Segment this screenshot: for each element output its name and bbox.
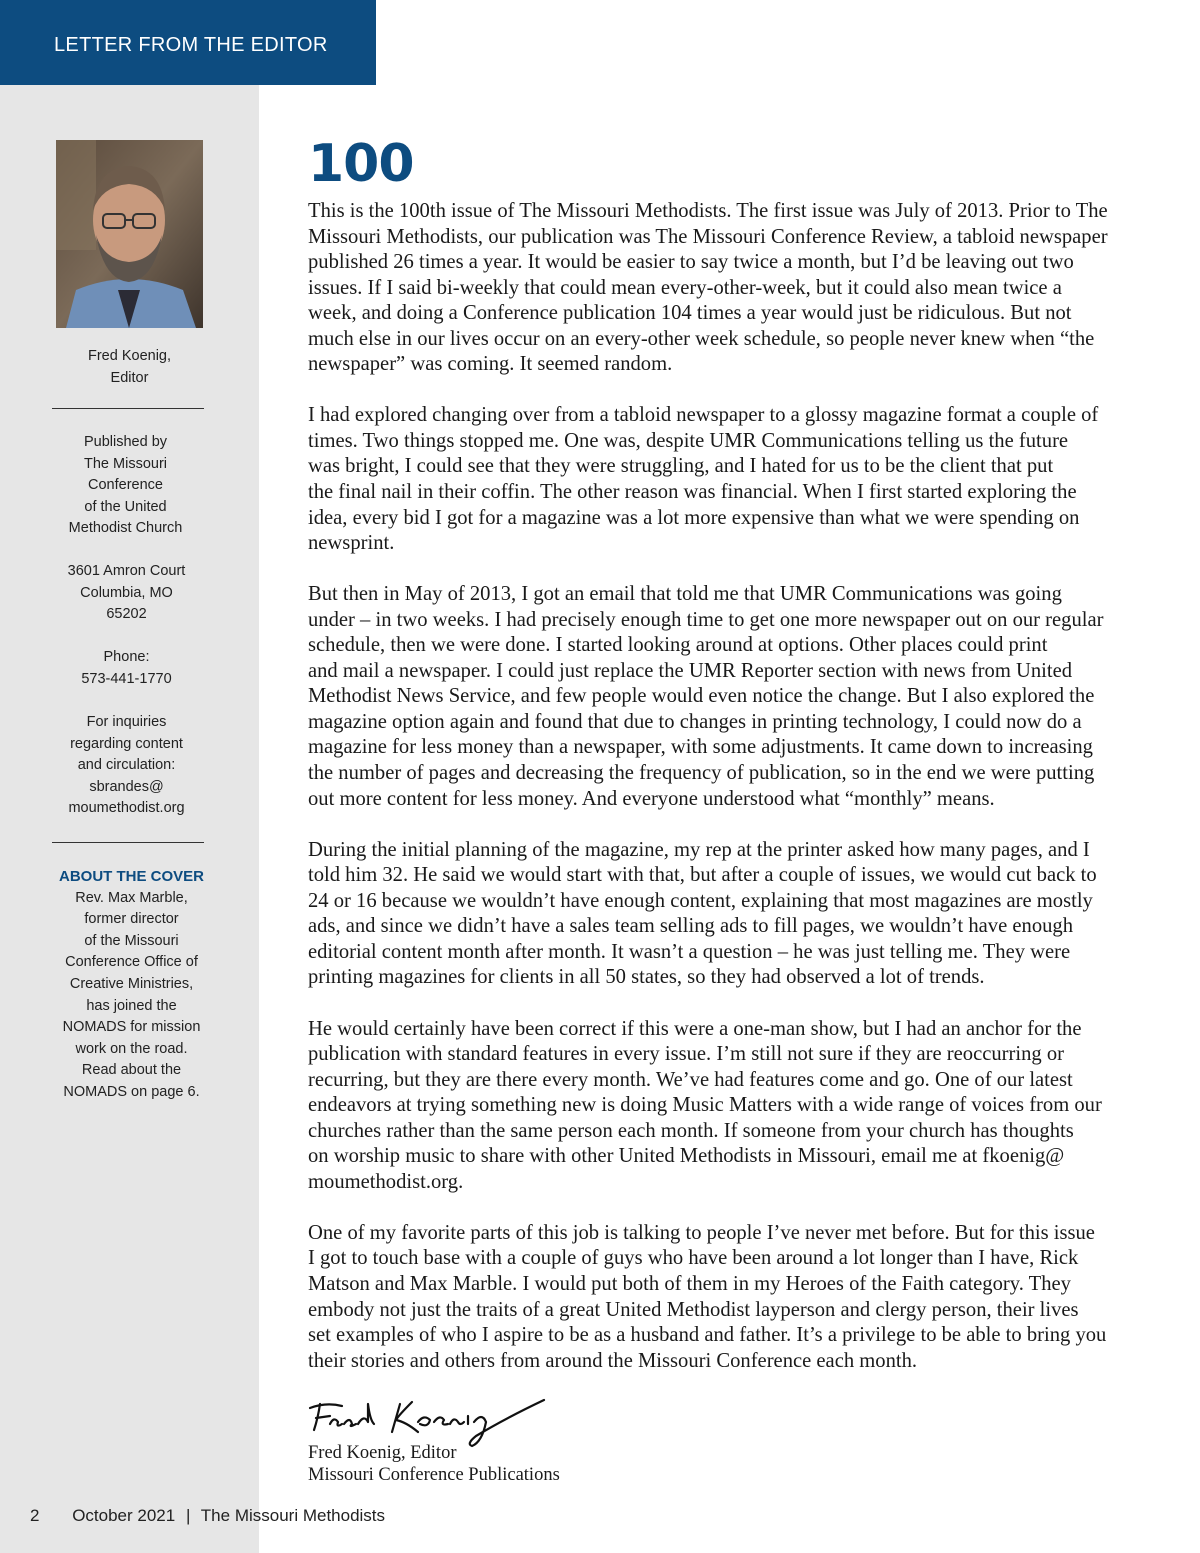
editor-name: Fred Koenig, xyxy=(87,348,172,364)
text-line: publication with standard features in every issue. I’m still not sure if they are reoccurring or xyxy=(308,1043,1065,1066)
text-line: endeavors at trying something new is doing Music Matters with a wide range of voices from our xyxy=(308,1094,1102,1117)
text-line: told him 32. He said we would start with that, but after a couple of issues, we would cut back to xyxy=(308,864,1097,887)
text-line: printing magazines for clients in all 50 states, so they had observed a lot of trends. xyxy=(308,966,985,989)
text-line: One of my favorite parts of this job is talking to people I’ve never met before. But for this issue xyxy=(308,1221,1095,1244)
page-footer xyxy=(30,1506,385,1526)
phone-block xyxy=(0,647,256,690)
text-line: was bright, I could see that they were struggling, and I hated for us to be the client that put xyxy=(308,455,1054,478)
text-line: Missouri Methodists, our publication was The Missouri Conference Review, a tabloid newspaper xyxy=(308,225,1108,248)
address-line: Columbia, MO xyxy=(80,584,173,601)
section-label: LETTER FROM THE EDITOR xyxy=(54,34,328,56)
about-cover-heading: ABOUT THE COVER xyxy=(58,868,204,885)
text-line: recurring, but they are there every month. We’ve had features come and go. One of our latest xyxy=(308,1068,1073,1091)
text-line: issues. If I said bi-weekly that could mean every-other-week, but it could also mean twice a xyxy=(308,276,1062,299)
cover-line: Read about the xyxy=(81,1062,182,1079)
inquiries-line: and circulation: xyxy=(77,757,176,774)
cover-line: former director xyxy=(84,911,179,928)
phone-label: Phone: xyxy=(103,649,150,665)
inquiries-line: regarding content xyxy=(70,735,183,752)
signature-org: Missouri Conference Publications xyxy=(308,1464,560,1485)
inquiries-block xyxy=(0,712,256,820)
footer-separator: | xyxy=(185,1506,191,1525)
article-paragraph xyxy=(308,582,1136,812)
text-line: much else in our lives occur on an every-other week schedule, so people never knew when “the xyxy=(308,327,1095,350)
cover-line: Conference Office of xyxy=(65,954,198,971)
text-line: times. Two things stopped me. One was, despite UMR Communications telling us the future xyxy=(308,429,1069,452)
text-line: 24 or 16 because we wouldn’t have enough content, explaining that most magazines are mostly xyxy=(308,889,1093,912)
address-line: 3601 Amron Court xyxy=(67,563,186,579)
inquiries-email: sbrandes@ xyxy=(89,778,164,795)
publication-name: The Missouri Methodists xyxy=(200,1506,386,1525)
text-line: moumethodist.org. xyxy=(308,1170,464,1193)
text-line: the number of pages and decreasing the frequency of publication, so in the end we were putting xyxy=(308,762,1095,785)
publisher-info xyxy=(0,432,255,540)
text-line: editorial content month after month. It wasn’t a question – he was just telling me. They were xyxy=(308,940,1071,963)
publisher-line: Published by xyxy=(83,434,168,450)
signature-name: Fred Koenig, Editor xyxy=(308,1443,457,1463)
inquiries-line: For inquiries xyxy=(86,714,167,730)
text-line: embody not just the traits of a great United Methodist layperson and clergy person, their lives xyxy=(308,1298,1079,1321)
article-paragraph xyxy=(308,199,1136,378)
text-line: their stories and others from around the Missouri Conference each month. xyxy=(308,1349,918,1372)
text-line: newsprint. xyxy=(308,532,395,555)
cover-line: work on the road. xyxy=(75,1040,188,1057)
cover-line: Creative Ministries, xyxy=(69,975,194,992)
text-line: I got to touch base with a couple of guys who have been around a lot longer than I have, Rick xyxy=(308,1247,1079,1270)
article-paragraph xyxy=(308,1017,1136,1196)
text-line: under – in two weeks. I had precisely enough time to get one more newspaper out on our regular xyxy=(308,608,1104,631)
text-line: magazine option again and found that due to changes in printing technology, I could now do a xyxy=(308,710,1082,733)
article-title: 100 xyxy=(308,134,414,194)
section-header-bar xyxy=(0,0,376,85)
cover-line: has joined the xyxy=(86,997,177,1014)
text-line: Matson and Max Marble. I would put both of them in my Heroes of the Faith category. They xyxy=(308,1272,1071,1295)
publisher-line: The Missouri xyxy=(84,455,167,472)
text-line: ads, and since we didn’t have a sales team selling ads to fill pages, we wouldn’t have enough xyxy=(308,915,1074,938)
text-line: week, and doing a Conference publication 104 times a year would just be ridiculous. But not xyxy=(308,302,1072,325)
text-line: I had explored changing over from a tabloid newspaper to a glossy magazine format a couple of xyxy=(308,404,1099,427)
inquiries-email: moumethodist.org xyxy=(68,800,185,817)
text-line: This is the 100th issue of The Missouri Methodists. The first issue was July of 2013. Prior to The xyxy=(308,200,1108,222)
cover-line: NOMADS on page 6. xyxy=(63,1083,200,1100)
text-line: newspaper” was coming. It seemed random. xyxy=(308,353,673,376)
sidebar-divider xyxy=(52,842,204,843)
text-line: idea, every bid I got for a magazine was a lot more expensive than what we were spending on xyxy=(308,506,1080,529)
cover-line: of the Missouri xyxy=(84,932,179,949)
address-line: 65202 xyxy=(106,606,147,623)
text-line: the final nail in their coffin. The other reason was financial. When I first started exploring the xyxy=(308,481,1077,504)
publisher-line: of the United xyxy=(84,498,167,515)
text-line: published 26 times a year. It would be easier to say twice a month, but I’d be leaving out two xyxy=(308,251,1074,274)
text-line: schedule, then we were done. I started looking around at options. Other places could print xyxy=(308,634,1048,657)
publisher-line: Conference xyxy=(88,477,163,494)
cover-line: Rev. Max Marble, xyxy=(75,889,188,906)
article-paragraph xyxy=(308,838,1136,991)
address-block xyxy=(0,561,256,626)
editor-caption xyxy=(0,346,259,389)
text-line: churches rather than the same person each month. If someone from your church has thoughts xyxy=(308,1119,1074,1142)
cover-line: NOMADS for mission xyxy=(62,1019,201,1036)
about-cover-block xyxy=(2,866,261,1104)
text-line: on worship music to share with other United Methodists in Missouri, email me at fkoenig@ xyxy=(308,1145,1065,1168)
text-line: magazine for less money than a newspaper, with some adjustments. It came down to increasing xyxy=(308,736,1093,759)
text-line: He would certainly have been correct if this were a one-man show, but I had an anchor for the xyxy=(308,1017,1082,1040)
text-line: and mail a newspaper. I could just replace the UMR Reporter section with news from United xyxy=(308,659,1073,682)
article-paragraph xyxy=(308,403,1136,556)
sidebar-divider xyxy=(52,408,204,409)
article-body xyxy=(308,199,1136,1400)
publisher-line: Methodist Church xyxy=(68,520,183,537)
text-line: But then in May of 2013, I got an email that told me that UMR Communications was going xyxy=(308,583,1062,606)
text-line: During the initial planning of the magazine, my rep at the printer asked how many pages, and I xyxy=(308,838,1090,861)
page-number: 2 xyxy=(30,1506,40,1525)
editor-title: Editor xyxy=(110,369,149,386)
issue-date: October 2021 xyxy=(72,1506,176,1525)
text-line: set examples of who I aspire to be as a husband and father. It’s a privilege to be able to bring you xyxy=(308,1324,1107,1347)
text-line: Methodist News Service, and few people would even notice the change. But I also explored the xyxy=(308,685,1095,708)
text-line: out more content for less money. And everyone understood what “monthly” means. xyxy=(308,787,995,810)
editor-photo xyxy=(56,140,203,328)
phone-number: 573-441-1770 xyxy=(81,670,172,687)
signature-block xyxy=(308,1443,560,1486)
article-paragraph xyxy=(308,1221,1136,1374)
